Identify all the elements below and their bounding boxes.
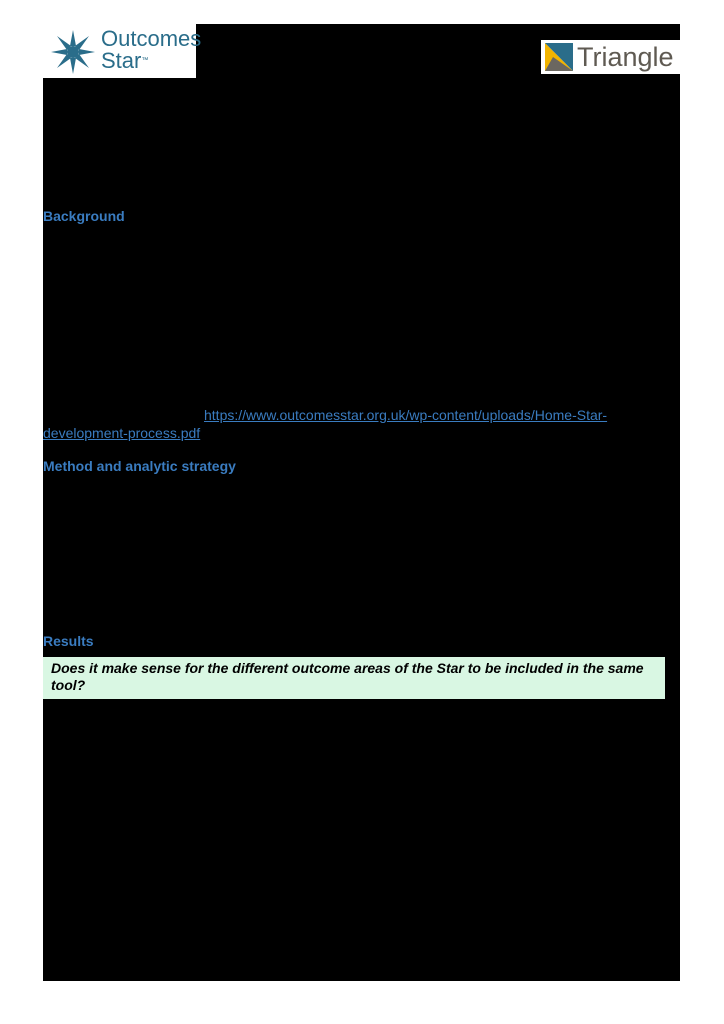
development-process-link-continued[interactable]: development-process.pdf <box>43 425 201 441</box>
section-heading-results: Results <box>43 633 94 649</box>
section-heading-method: Method and analytic strategy <box>43 458 236 474</box>
star-icon <box>47 28 99 76</box>
logo-word-star: Star™ <box>101 48 149 73</box>
results-question-callout: Does it make sense for the different outcome areas of the Star to be included in the same tool? <box>43 657 665 699</box>
outcomes-star-logo <box>43 24 202 78</box>
section-heading-background: Background <box>43 208 125 224</box>
triangle-icon <box>543 41 575 73</box>
redacted-page-body <box>43 24 680 981</box>
logo-word-outcomes: Outcomes <box>101 26 202 51</box>
logo-word-triangle: Triangle <box>577 42 674 72</box>
triangle-logo <box>541 40 680 74</box>
development-process-link[interactable]: https://www.outcomesstar.org.uk/wp-content/uploads/Home-Star- <box>204 407 608 423</box>
